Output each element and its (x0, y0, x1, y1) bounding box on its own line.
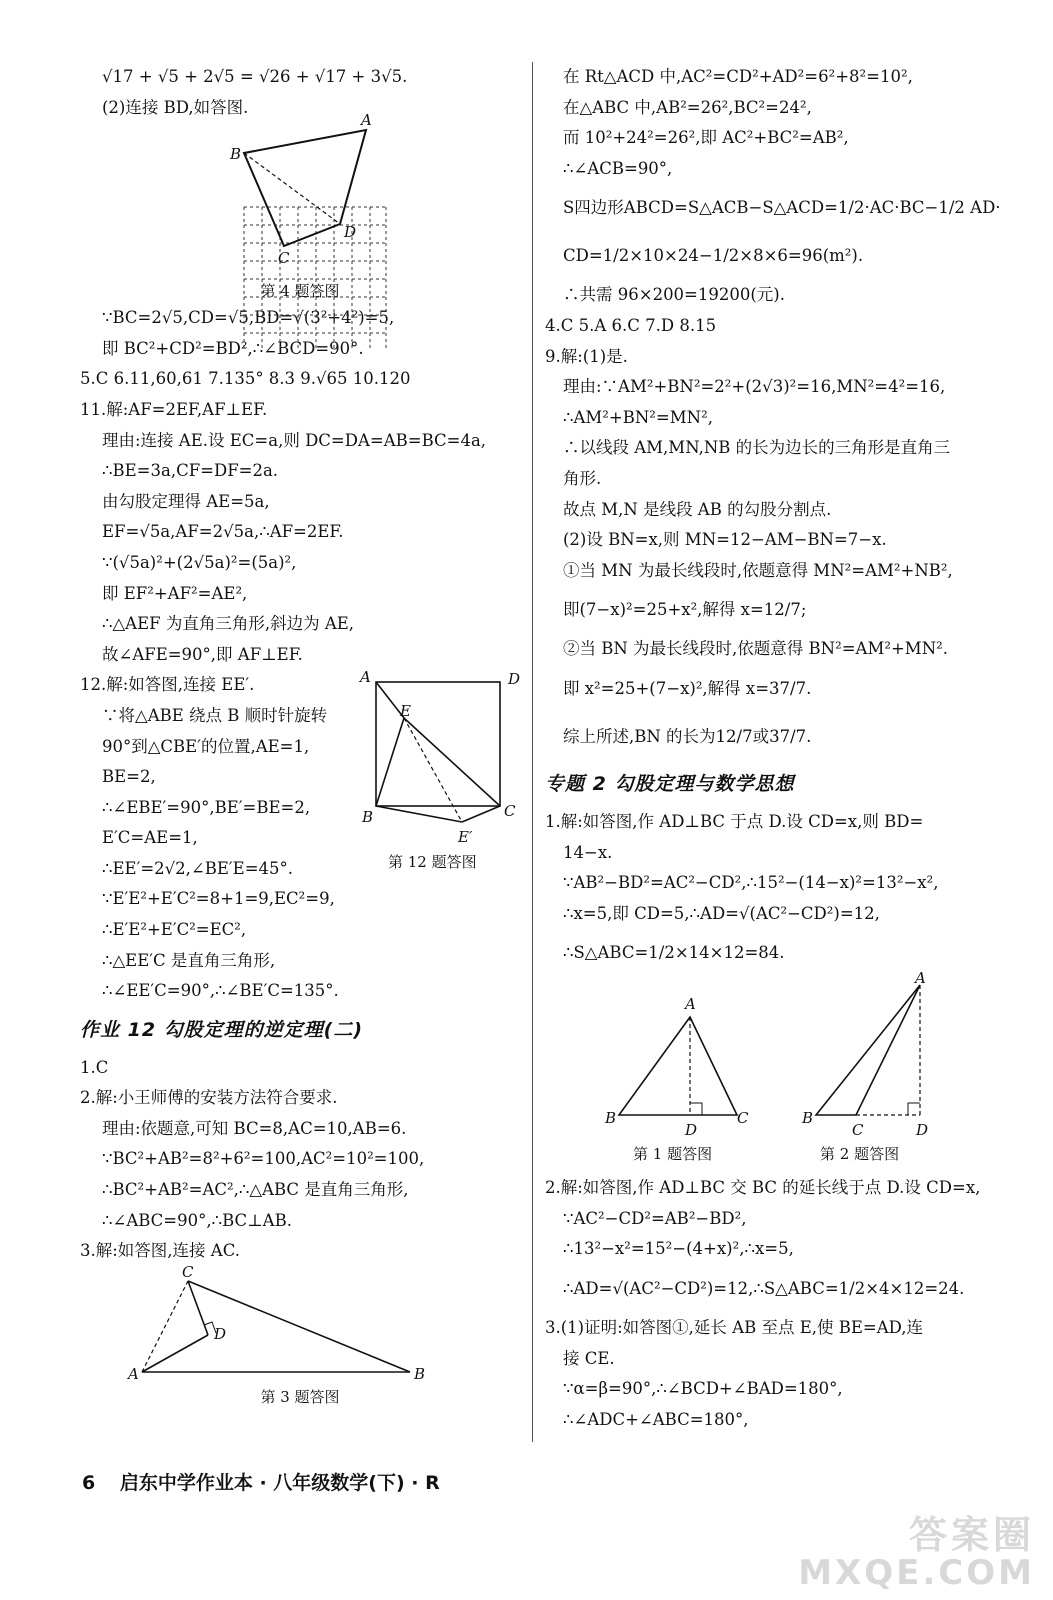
text-line: ∵AC²−CD²=AB²−BD², (563, 1208, 747, 1228)
text-line: 2.解:小王师傅的安装方法符合要求. (80, 1088, 338, 1108)
text-line: ∵AB²−BD²=AC²−CD²,∴15²−(14−x)²=13²−x², (563, 873, 939, 893)
label-E-prime: E′ (458, 828, 473, 847)
text-line: ②当 BN 为最长线段时,依题意得 BN²=AM²+MN². (563, 639, 948, 659)
text-line: 即 BC²+CD²=BD²,∴∠BCD=90°. (102, 338, 364, 358)
figure-2-diagram (800, 969, 1000, 1173)
label-B: B (362, 808, 374, 827)
text-line: ∴∠EE′C=90°,∴∠BE′C=135°. (102, 981, 339, 1001)
label-C: C (504, 802, 516, 821)
right-column (545, 62, 1010, 1435)
book-title: 启东中学作业本 · 八年级数学(下) · R (119, 1472, 440, 1494)
page-number: 6 (82, 1472, 96, 1494)
text-line: ∴BC²+AB²=AC²,∴△ABC 是直角三角形, (102, 1180, 409, 1200)
figure-caption: 第 4 题答图 (260, 282, 340, 301)
text-line: 90°到△CBE′的位置,AE=1, (102, 736, 310, 756)
label-C: C (852, 1121, 864, 1140)
page-footer (82, 1468, 440, 1495)
watermark-line: 答案圈 (908, 1513, 1035, 1558)
figure-3-diagram (80, 1262, 520, 1385)
text-line: ①当 MN 为最长线段时,依题意得 MN²=AM²+NB², (563, 560, 953, 580)
text-line: ∴∠ABC=90°,∴BC⊥AB. (102, 1210, 292, 1230)
text-line: (2)连接 BD,如答图. (102, 97, 249, 117)
label-B: B (605, 1109, 617, 1128)
text-line: ∴x=5,即 CD=5,∴AD=√(AC²−CD²)=12, (563, 903, 880, 923)
text-line: ∵BC=2√5,CD=√5,BD=√(3²+4²)=5, (102, 308, 395, 328)
text-line: 由勾股定理得 AE=5a, (102, 491, 270, 511)
text-line: 接 CE. (563, 1348, 615, 1368)
text-line: 2.解:如答图,作 AD⊥BC 交 BC 的延长线于点 D.设 CD=x, (545, 1178, 981, 1198)
section-heading: 作业 12 勾股定理的逆定理(二) (80, 1018, 364, 1041)
text-line: ∴E′E²+E′C²=EC², (102, 919, 247, 939)
figures-1-2 (545, 969, 1010, 1173)
problem-12 (80, 670, 520, 884)
label-A: A (128, 1364, 139, 1383)
label-C: C (182, 1262, 194, 1281)
text-line: ∴△AEF 为直角三角形,斜边为 AE, (102, 614, 355, 634)
text-line: ∴AD=√(AC²−CD²)=12,∴S△ABC=1/2×4×12=24. (563, 1279, 965, 1299)
text-line: S四边形ABCD=S△ACB−S△ACD=1/2·AC·BC−1/2 AD· (563, 198, 1001, 218)
text-line: 理由:连接 AE.设 EC=a,则 DC=DA=AB=BC=4a, (102, 430, 487, 450)
text-line: E′C=AE=1, (102, 828, 198, 848)
text-line: ∵α=β=90°,∴∠BCD+∠BAD=180°, (563, 1379, 843, 1399)
text-line: 理由:依题意,可知 BC=8,AC=10,AB=6. (102, 1118, 407, 1138)
text-line: ∴EE′=2√2,∠BE′E=45°. (102, 858, 294, 878)
label-D: D (508, 670, 521, 689)
text-line: 1.C (80, 1057, 109, 1077)
text-line: 综上所述,BN 的长为12/7或37/7. (563, 726, 812, 746)
text-line: BE=2, (102, 767, 156, 787)
label-A: A (360, 668, 371, 687)
label-D: D (685, 1121, 698, 1140)
text-line: ∵(√5a)²+(2√5a)²=(5a)², (102, 552, 297, 572)
text-line: ∴△EE′C 是直角三角形, (102, 950, 276, 970)
text-line: ∴∠ADC+∠ABC=180°, (563, 1409, 749, 1429)
text-line: ∵将△ABE 绕点 B 顺时针旋转 (102, 705, 328, 725)
text-line: EF=√5a,AF=2√5a,∴AF=2EF. (102, 522, 344, 542)
label-B: B (230, 145, 242, 164)
text-line: ∵BC²+AB²=8²+6²=100,AC²=10²=100, (102, 1149, 425, 1169)
label-B: B (802, 1109, 814, 1128)
text-line: 4.C 5.A 6.C 7.D 8.15 (545, 315, 717, 335)
text-line: 3.(1)证明:如答图①,延长 AB 至点 E,使 BE=AD,连 (545, 1318, 924, 1338)
watermark (798, 1513, 1035, 1594)
figure-caption: 第 3 题答图 (260, 1387, 340, 1406)
text-line: ∴共需 96×200=19200(元). (563, 285, 785, 305)
text-line: ∴∠ACB=90°, (563, 158, 673, 178)
figure-12-diagram (358, 670, 528, 870)
text-line: 9.解:(1)是. (545, 346, 628, 366)
text-line: 故点 M,N 是线段 AB 的勾股分割点. (563, 499, 832, 519)
text-line: 14−x. (563, 842, 613, 862)
label-A: A (361, 111, 372, 130)
text-line: 即(7−x)²=25+x²,解得 x=12/7; (563, 600, 807, 620)
label-D: D (214, 1324, 227, 1343)
text-line: CD=1/2×10×24−1/2×8×6=96(m²). (563, 246, 864, 266)
label-A: A (685, 995, 696, 1014)
figure-caption: 第 12 题答图 (388, 853, 477, 872)
label-E: E (400, 702, 411, 721)
left-column (80, 62, 520, 1409)
watermark-line: MXQE.COM (798, 1553, 1035, 1594)
label-B: B (414, 1364, 426, 1383)
label-D: D (916, 1121, 929, 1140)
text-line: 即 x²=25+(7−x)²,解得 x=37/7. (563, 678, 812, 698)
text-line: ∴∠EBE′=90°,BE′=BE=2, (102, 797, 311, 817)
text-line: ∴BE=3a,CF=DF=2a. (102, 461, 279, 481)
text-line: 角形. (563, 468, 602, 488)
text-line: 12.解:如答图,连接 EE′. (80, 675, 255, 695)
text-line: ∴13²−x²=15²−(4+x)²,∴x=5, (563, 1239, 794, 1259)
figure-caption: 第 1 题答图 (633, 1145, 713, 1164)
text-line: 故∠AFE=90°,即 AF⊥EF. (102, 644, 303, 664)
text-line: 11.解:AF=2EF,AF⊥EF. (80, 399, 268, 419)
figure-4-diagram (80, 111, 520, 279)
text-line: 在 Rt△ACD 中,AC²=CD²+AD²=6²+8²=10², (563, 67, 913, 86)
label-D: D (344, 223, 357, 242)
text-line: 在△ABC 中,AB²=26²,BC²=24², (563, 97, 812, 117)
label-C: C (278, 249, 290, 268)
label-C: C (737, 1109, 749, 1128)
text-line: ∴AM²+BN²=MN², (563, 407, 713, 427)
figure-4 (80, 111, 520, 279)
text-line: (2)设 BN=x,则 MN=12−AM−BN=7−x. (563, 530, 887, 550)
text-line: ∵E′E²+E′C²=8+1=9,EC²=9, (102, 889, 335, 909)
text-line: 即 EF²+AF²=AE², (102, 583, 248, 603)
figure-3 (80, 1262, 520, 1385)
text-line: ∴S△ABC=1/2×14×12=84. (563, 943, 785, 963)
text-line: 3.解:如答图,连接 AC. (80, 1241, 240, 1261)
label-A: A (915, 969, 926, 988)
figure-caption: 第 2 题答图 (820, 1145, 900, 1164)
column-divider (532, 62, 533, 1442)
text-line: 理由:∵AM²+BN²=2²+(2√3)²=16,MN²=4²=16, (563, 377, 946, 397)
text-line: 5.C 6.11,60,61 7.135° 8.3 9.√65 10.120 (80, 369, 411, 389)
text-line: ∴以线段 AM,MN,NB 的长为边长的三角形是直角三 (563, 438, 951, 458)
text-line: 1.解:如答图,作 AD⊥BC 于点 D.设 CD=x,则 BD= (545, 811, 924, 831)
text-line: 而 10²+24²=26²,即 AC²+BC²=AB², (563, 128, 849, 148)
section-heading: 专题 2 勾股定理与数学思想 (545, 772, 795, 795)
text-line: √17 + √5 + 2√5 = √26 + √17 + 3√5. (102, 67, 408, 86)
